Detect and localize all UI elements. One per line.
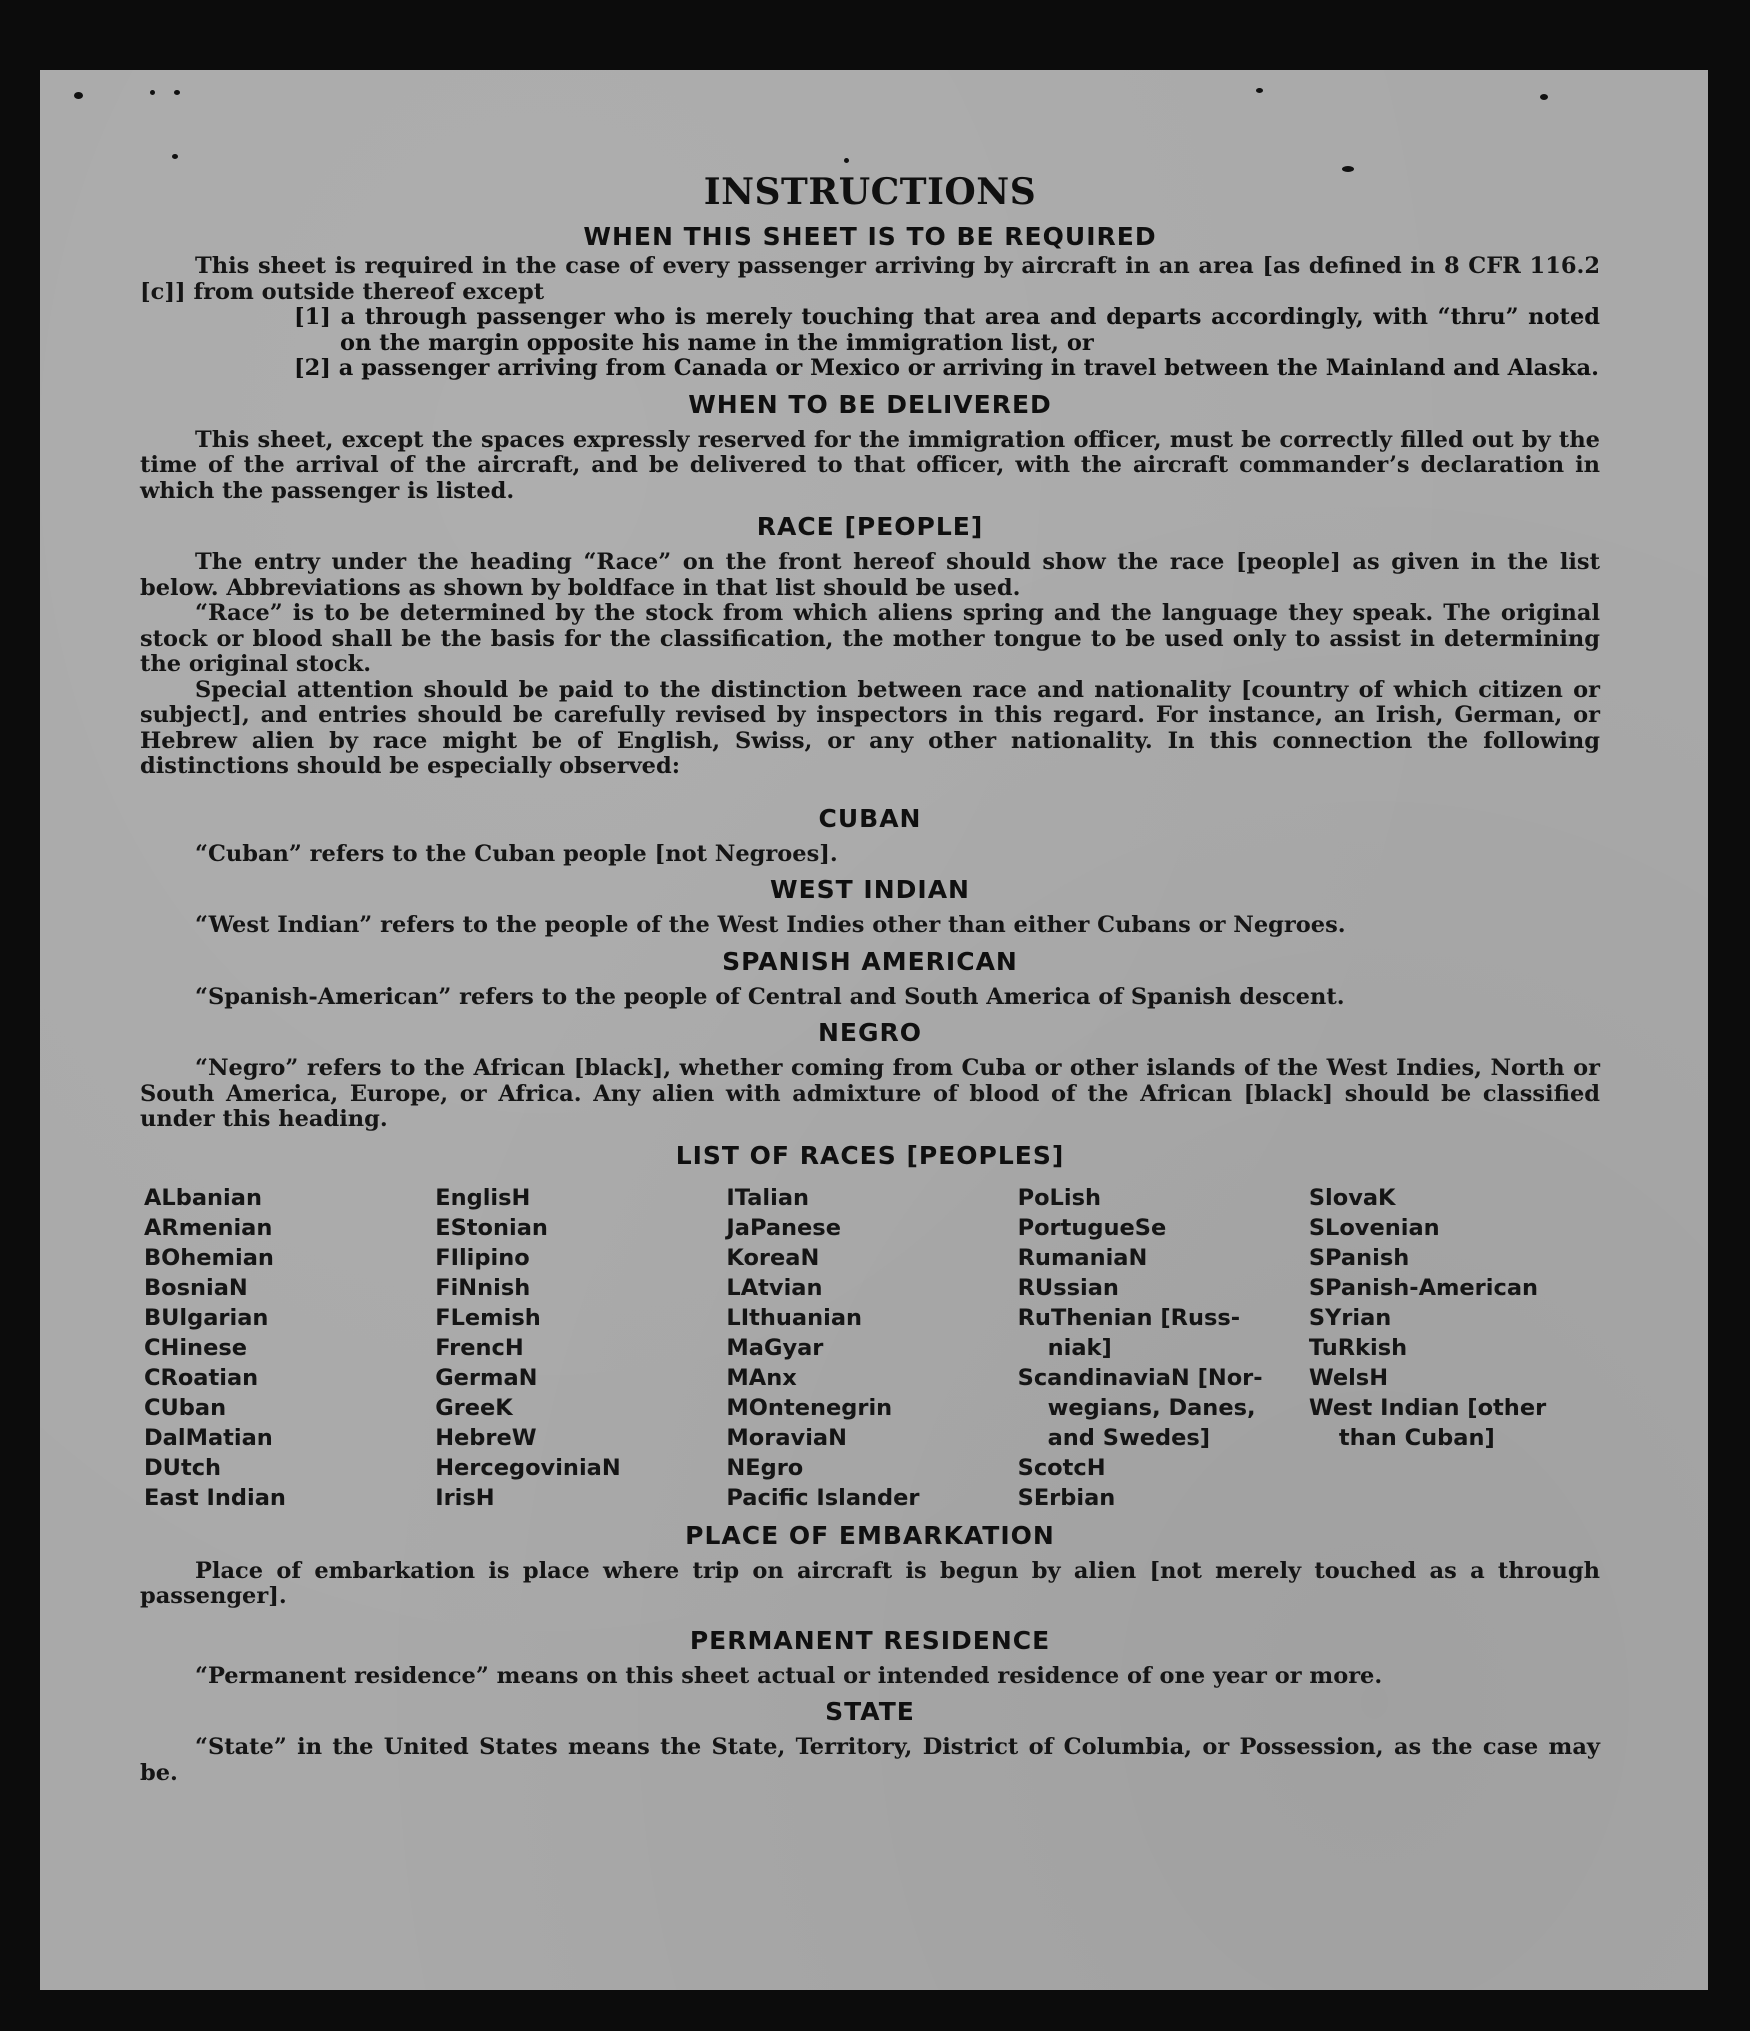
race-entry: SYrian (1308, 1304, 1392, 1331)
race-entry: West Indian [other (1308, 1394, 1547, 1421)
negro-text: “Negro” refers to the African [black], whether coming from Cuba or other islands of the West Indies, North or South America, Europe, or Africa. Any alien with admixture of blood of the African [black] should be classified under this heading. (140, 1055, 1600, 1132)
race-entry: ITalian (726, 1184, 810, 1211)
race-entry: RumaniaN (1017, 1244, 1148, 1271)
state-text: “State” in the United States means the State, Territory, District of Columbia, or Possession, as the case may be. (140, 1734, 1600, 1786)
race-entry: DUtch (144, 1454, 222, 1481)
when-delivered-text: This sheet, except the spaces expressly reserved for the immigration officer, must be correctly filled out by the time of the arrival of the aircraft, and be delivered to that officer, with the aircraft commander’s declaration in which the passenger is listed. (140, 426, 1600, 504)
race-entry: ALbanian (144, 1184, 262, 1211)
race-entry: EStonian (435, 1214, 548, 1241)
scan-speck (172, 154, 178, 159)
race-paragraph-1: The entry under the heading “Race” on the front hereof should show the race [people] as given in the list below. Abbreviations as shown by boldface in that list should be used. (140, 549, 1600, 601)
race-entry: IrisH (435, 1484, 495, 1511)
spanish-american-text: “Spanish-American” refers to the people of Central and South America of Spanish descent. (195, 983, 1345, 1010)
race-entry-continued: and Swedes] (1047, 1424, 1211, 1451)
race-entry: HercegovinіaN (435, 1454, 621, 1481)
race-entry: SPanish (1308, 1244, 1410, 1271)
race-entry: WelsH (1308, 1364, 1389, 1391)
instructions-content (140, 170, 1600, 1786)
race-entry: MaGyar (726, 1334, 824, 1361)
cuban-text: “Cuban” refers to the Cuban people [not Negroes]. (195, 840, 838, 867)
race-entry: CUban (144, 1394, 227, 1421)
race-entry: TuRkish (1308, 1334, 1408, 1361)
race-entry: ScandinaviaN [Nor- (1017, 1364, 1263, 1391)
heading-permanent-residence: PERMANENT RESIDENCE (689, 1625, 1051, 1655)
race-entry: ScotcH (1017, 1454, 1106, 1481)
race-entry: DalMatian (144, 1424, 273, 1451)
heading-when-delivered: WHEN TO BE DELIVERED (688, 389, 1052, 419)
race-entry: BUlgarian (144, 1304, 269, 1331)
race-entry: SLovenian (1308, 1214, 1440, 1241)
scan-speck (1540, 94, 1548, 100)
race-entry: MAnx (726, 1364, 797, 1391)
race-entry: Pacific Islander (726, 1484, 920, 1511)
race-entry: BosniaN (144, 1274, 248, 1301)
permanent-residence-text: “Permanent residence” means on this sheet actual or intended residence of one year or more. (195, 1662, 1383, 1689)
race-entry: KoreaN (726, 1244, 820, 1271)
race-entry: ARmenian (144, 1214, 273, 1241)
heading-race: RACE [PEOPLE] (756, 512, 984, 541)
when-required-intro: This sheet is required in the case of every passenger arriving by aircraft in an area [as defined in 8 CFR 116.2 [c]] from outside thereof except (140, 253, 1600, 305)
race-entry: PortugueSe (1017, 1214, 1167, 1241)
race-entry: BOhemian (144, 1244, 274, 1271)
place-of-embarkation-text: Place of embarkation is place where trip on aircraft is begun by alien [not merely touched as a through passenger]. (140, 1557, 1600, 1609)
race-entry: MOntenegrin (726, 1394, 893, 1421)
heading-place-of-embarkation: PLACE OF EMBARKATION (685, 1520, 1055, 1550)
heading-when-required: WHEN THIS SHEET IS TO BE REQUIRED (583, 222, 1157, 251)
heading-list-of-races: LIST OF RACES [PEOPLES] (675, 1140, 1065, 1170)
races-column-4 (1018, 1183, 1309, 1513)
race-entry: LAtvian (726, 1274, 823, 1301)
scan-speck (844, 158, 849, 163)
race-entry: SPanish-American (1308, 1274, 1539, 1301)
scan-speck (150, 90, 155, 95)
race-entry: JaPanese (726, 1214, 841, 1241)
race-entry: CRoatian (144, 1364, 259, 1391)
race-entry: MoraviaN (726, 1424, 847, 1451)
scan-speck (1256, 88, 1263, 93)
heading-west-indian: WEST INDIAN (770, 875, 970, 904)
race-entry: FiNnish (435, 1274, 531, 1301)
page-title: INSTRUCTIONS (703, 171, 1037, 213)
race-entry: LIthuanian (726, 1304, 863, 1331)
race-entry: RuThenian [Russ- (1017, 1304, 1241, 1331)
race-entry-continued: niak] (1047, 1334, 1112, 1361)
when-required-item-2: [2] a passenger arriving from Canada or Mexico or arriving in travel between the Mainland and Alaska. (294, 355, 1599, 381)
race-entry: FrencH (435, 1334, 524, 1361)
west-indian-text: “West Indian” refers to the people of the West Indies other than either Cubans or Negroes. (195, 912, 1346, 938)
document-sheet (40, 70, 1708, 1990)
race-entry: PoLish (1017, 1184, 1102, 1211)
race-entry: East Indian (144, 1484, 286, 1511)
race-entry: GermaN (435, 1364, 538, 1391)
race-entry: CHinese (144, 1334, 247, 1361)
race-entry: GreeK (435, 1394, 513, 1421)
race-paragraph-3: Special attention should be paid to the distinction between race and nationality [country of which citizen or subject], and entries should be carefully revised by inspectors in this regard. For instance, an Irish, German, or Hebrew alien by race might be of English, Swiss, or any other nationality. In this connection the following distinctions should be especially observed: (140, 676, 1600, 779)
race-paragraph-2: “Race” is to be determined by the stock from which aliens spring and the language they speak. The original stock or blood shall be the basis for the classification, the mother tongue to be used only to assist in determining the original stock. (140, 600, 1600, 677)
race-entry-continued: wegians, Danes, (1047, 1394, 1256, 1421)
races-list (144, 1183, 1600, 1513)
when-required-item-1: [1] a through passenger who is merely touching that area and departs accordingly, with “thru” noted on the margin opposite his name in the immigration list, or (294, 304, 1600, 356)
races-column-1 (144, 1183, 435, 1513)
race-entry: SlovaK (1308, 1184, 1396, 1211)
race-entry-continued: than Cuban] (1338, 1424, 1495, 1451)
race-entry: HebreW (435, 1424, 537, 1451)
race-entry: FIlipino (435, 1244, 530, 1271)
race-entry: RUssian (1017, 1274, 1119, 1301)
race-entry: NEgro (726, 1454, 804, 1481)
scan-speck (174, 90, 180, 95)
heading-cuban: CUBAN (818, 803, 922, 833)
race-entry: FLemish (435, 1304, 541, 1331)
races-column-3 (726, 1183, 1017, 1513)
heading-negro: NEGRO (817, 1018, 923, 1047)
race-entry: EnglisH (435, 1184, 531, 1211)
races-column-2 (435, 1183, 726, 1513)
heading-spanish-american: SPANISH AMERICAN (722, 946, 1018, 976)
scan-speck (74, 92, 83, 99)
race-entry: SErbian (1017, 1484, 1116, 1511)
races-column-5 (1309, 1183, 1600, 1513)
heading-state: STATE (825, 1697, 915, 1726)
